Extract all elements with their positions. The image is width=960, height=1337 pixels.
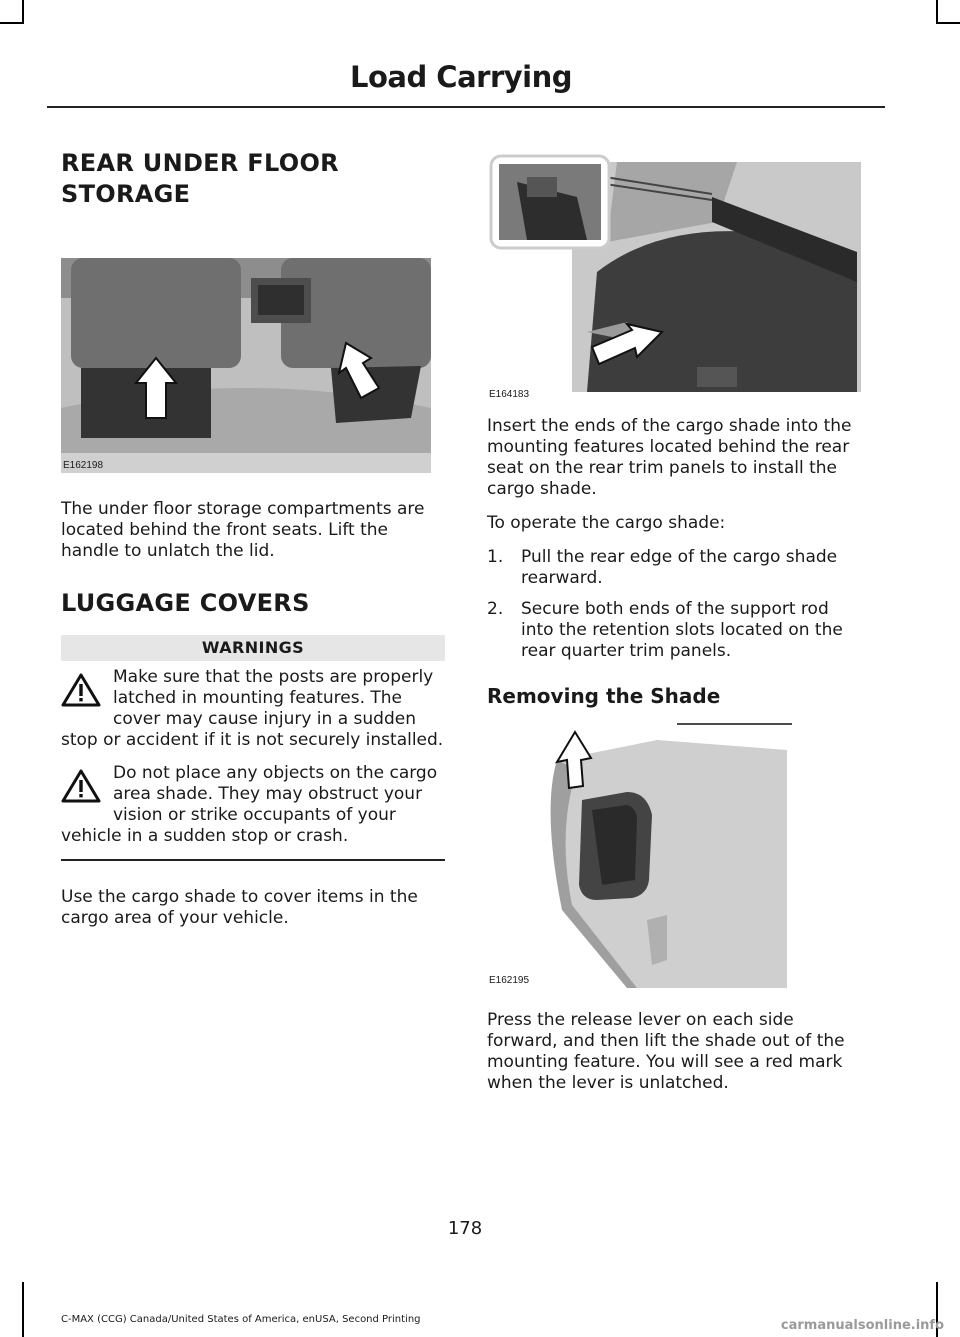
paragraph: To operate the cargo shade: bbox=[487, 513, 726, 533]
warning-item: Do not place any objects on the cargo area shade. They may obstruct your vision or strike occupants of your vehicle in a sudden stop or crash. bbox=[61, 763, 438, 846]
figure-code: E162195 bbox=[489, 975, 530, 986]
under-floor-storage-illustration bbox=[61, 258, 431, 473]
paragraph: The under floor storage compartments are located behind the front seats. Lift the handle to unlatch the lid. bbox=[61, 499, 425, 561]
figure-under-floor-storage bbox=[61, 258, 431, 473]
release-lever-illustration bbox=[487, 720, 861, 988]
warnings-header: WARNINGS bbox=[61, 635, 445, 661]
crop-mark bbox=[22, 1282, 24, 1337]
warning-triangle-icon bbox=[61, 769, 101, 803]
warning-triangle-icon bbox=[61, 673, 101, 707]
paragraph: Press the release lever on each side forward, and then lift the shade out of the mounting feature. You will see a red mark when the lever is unlatched. bbox=[487, 1010, 845, 1093]
paragraph: Insert the ends of the cargo shade into the mounting features located behind the rear seat on the rear trim panels to install the cargo shade. bbox=[487, 416, 852, 499]
section-title-rear-under-floor-storage: REAR UNDER FLOOR STORAGE bbox=[61, 149, 339, 208]
crop-mark bbox=[22, 0, 24, 22]
paragraph: Use the cargo shade to cover items in the cargo area of your vehicle. bbox=[61, 887, 418, 928]
cargo-shade-illustration bbox=[487, 152, 861, 402]
right-column bbox=[487, 152, 861, 1094]
watermark: carmanualsonline.info bbox=[780, 1318, 944, 1333]
left-column bbox=[61, 148, 445, 929]
steps-list bbox=[487, 547, 861, 662]
footer-text: C-MAX (CCG) Canada/United States of America, enUSA, Second Printing bbox=[61, 1314, 421, 1325]
warnings-bottom-rule bbox=[61, 859, 445, 861]
figure-release-lever bbox=[487, 720, 861, 988]
list-item: 1. Pull the rear edge of the cargo shade rearward. bbox=[487, 547, 838, 588]
figure-code: E164183 bbox=[489, 389, 530, 400]
section-title-luggage-covers: LUGGAGE COVERS bbox=[61, 589, 310, 617]
figure-code: E162198 bbox=[63, 460, 104, 471]
page-number: 178 bbox=[447, 1218, 483, 1239]
figure-cargo-shade bbox=[487, 152, 861, 402]
crop-mark bbox=[0, 22, 24, 24]
header-rule bbox=[47, 106, 885, 108]
warning-item: Make sure that the posts are properly latched in mounting features. The cover may cause injury in a sudden stop or accident if it is not securely installed. bbox=[61, 667, 444, 750]
crop-mark bbox=[936, 0, 938, 22]
crop-mark bbox=[936, 22, 960, 24]
subsection-title: Removing the Shade bbox=[487, 684, 721, 708]
list-item: 2. Secure both ends of the support rod into the retention slots located on the rear quarter trim panels. bbox=[487, 599, 843, 661]
page-header-title: Load Carrying bbox=[349, 60, 572, 94]
